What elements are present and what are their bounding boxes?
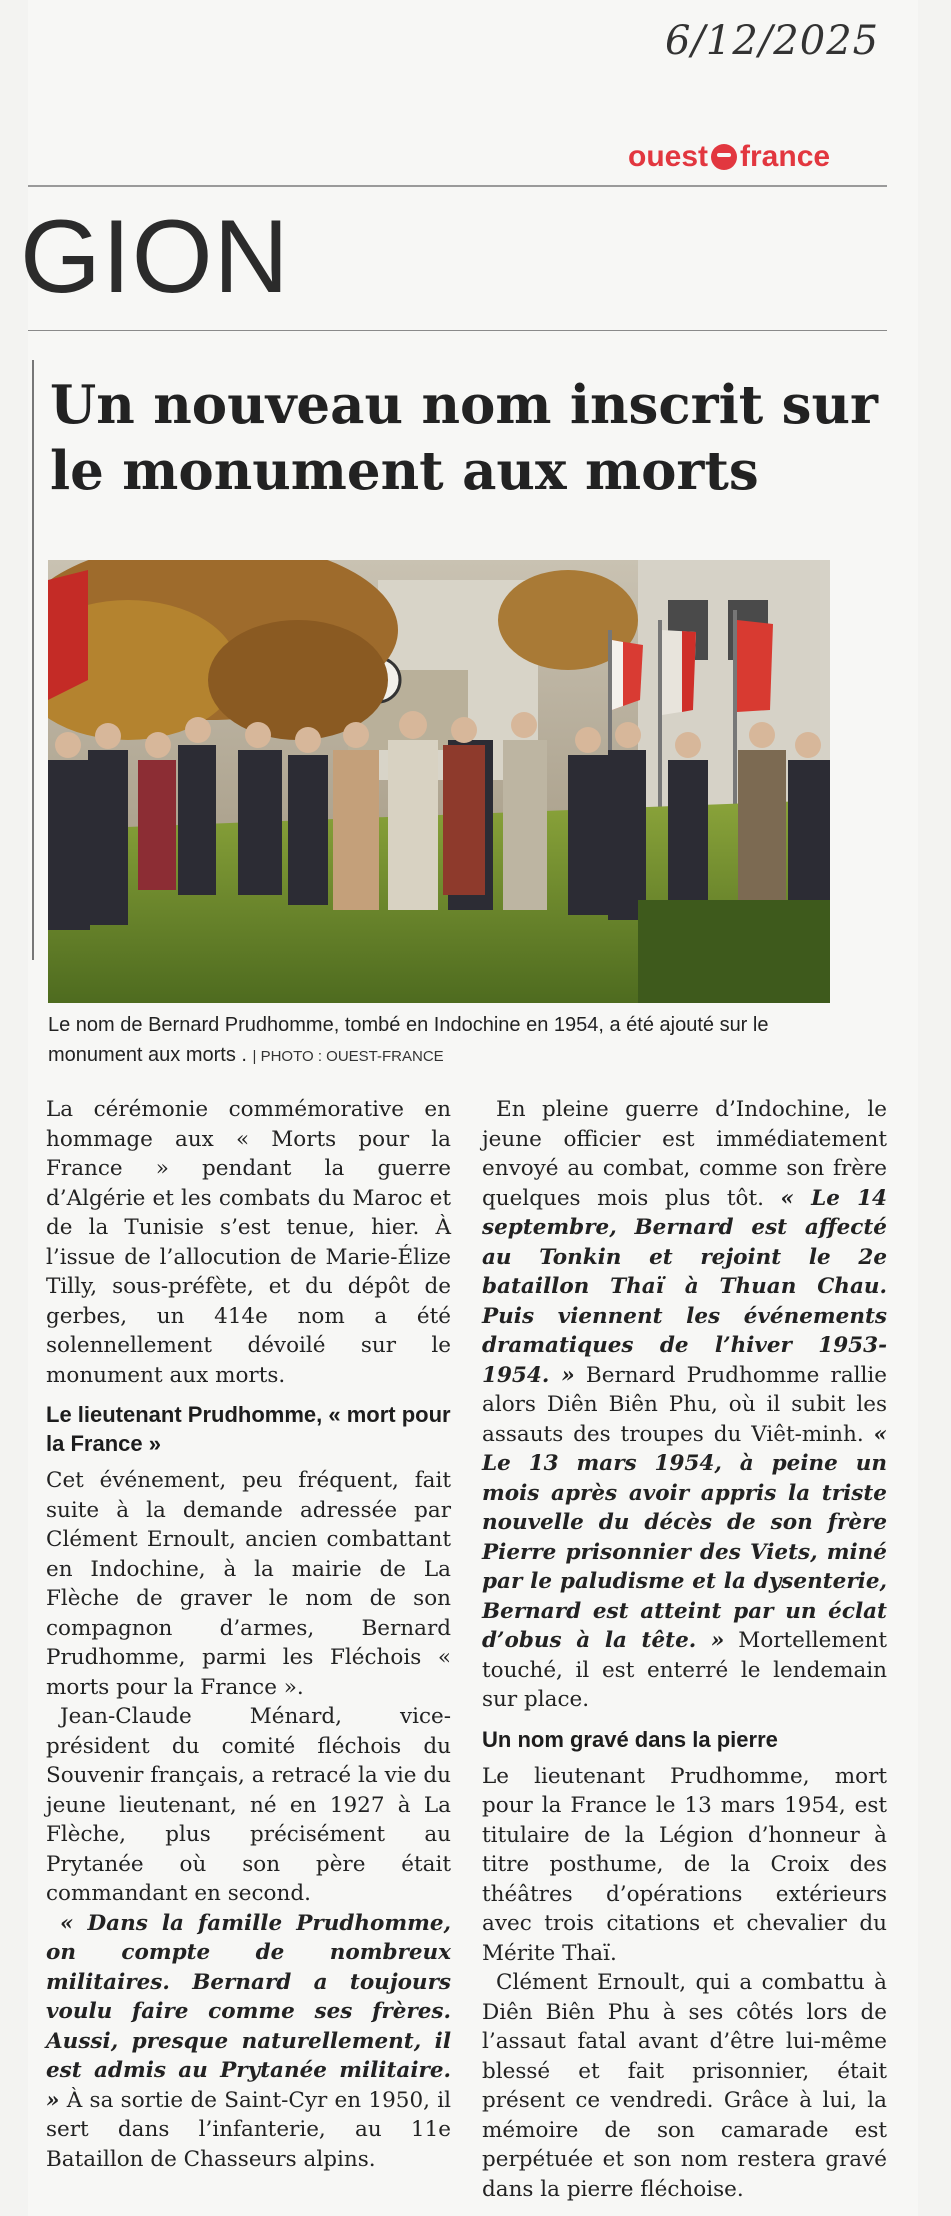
caption-text: Le nom de Bernard Prudhomme, tombé en Indochine en 1954, a été ajouté sur le monument aux morts .: [48, 1014, 769, 1066]
section-rule: [28, 330, 887, 331]
paragraph: [482, 1095, 887, 1715]
headline: Un nouveau nom inscrit sur le monument aux morts: [50, 374, 878, 502]
ceremony-photo: [48, 560, 830, 1003]
quote: « Le 14 septembre, Bernard est affecté au Tonkin et rejoint le 2e bataillon Thaï à Thuan Chau. Puis viennent les événements dramatiques de l’hiver 1953-1954. »: [482, 1185, 888, 1388]
ouest-france-logo: [628, 140, 830, 174]
section-title: GION: [20, 199, 290, 315]
subheading: Un nom gravé dans la pierre: [482, 1726, 778, 1752]
paragraph: [46, 1909, 451, 2175]
article-column-right: [482, 1095, 887, 2204]
handwritten-date: 6/12/2025: [665, 18, 880, 64]
paragraph-text: Bernard Prudhomme rallie alors Diên Biên Phu, où il subit les assauts des troupes du Viêt-minh.: [482, 1362, 888, 1447]
photo-credit: | PHOTO : OUEST-FRANCE: [252, 1048, 444, 1065]
paragraph-text: À sa sortie de Saint-Cyr en 1950, il sert dans l’infanterie, au 11e Bataillon de Chasseurs alpins.: [46, 2087, 451, 2172]
paragraph: La cérémonie commémorative en hommage aux « Morts pour la France » pendant la guerre d’Algérie et les combats du Maroc et de la Tunisie s’est tenue, hier. À l’issue de l’allocution de Marie-Élize Tilly, sous-préfète, et du dépôt de gerbes, un 414e nom a été solennellement dévoilé sur le monument aux morts.: [46, 1097, 451, 1388]
quote: « Dans la famille Prudhomme, on compte de nombreux militaires. Bernard a toujours voulu faire comme ses frères. Aussi, presque naturellement, il est admis au Prytanée militaire. »: [46, 1910, 451, 2113]
article-bar: [32, 360, 34, 960]
paragraph: Le lieutenant Prudhomme, mort pour la France le 13 mars 1954, est titulaire de la Légion d’honneur à titre posthume, de la Croix des théâtres d’opérations extérieurs avec trois citations et chevalier du Mérite Thaï.: [482, 1763, 887, 1966]
paragraph-text: En pleine guerre d’Indochine, le jeune officier est immédiatement envoyé au combat, comme son frère quelques mois plus tôt.: [482, 1097, 887, 1211]
subheading: Le lieutenant Prudhomme, « mort pour la France »: [46, 1402, 451, 1456]
brand-right: france: [740, 140, 831, 173]
top-rule: [28, 185, 887, 187]
paragraph-text: Mortellement touché, il est enterré le lendemain sur place.: [482, 1628, 887, 1712]
brand-dot-icon: [711, 144, 737, 170]
article-column-left: [46, 1095, 451, 2174]
paragraph: Jean-Claude Ménard, vice-président du comité fléchois du Souvenir français, a retracé la vie du jeune lieutenant, né en 1927 à La Flèche, plus précisément au Prytanée où son père était commandant en second.: [46, 1704, 451, 1906]
paragraph: Cet événement, peu fréquent, fait suite à la demande adressée par Clément Ernoult, ancien combattant en Indochine, à la mairie de La Flèche de graver le nom de son compagnon d’armes, Bernard Prudhomme, parmi les Fléchois « morts pour la France ».: [46, 1468, 451, 1700]
quote: « Le 13 mars 1954, à peine un mois après avoir appris la triste nouvelle du décès de son frère Pierre prisonnier des Viets, miné par le paludisme et la dysenterie, Bernard est atteint par un éclat d’obus à la tête. »: [482, 1421, 887, 1653]
brand-left: ouest: [628, 140, 709, 173]
photo-caption: [48, 1010, 848, 1072]
paragraph: Clément Ernoult, qui a combattu à Diên Biên Phu à ses côtés lors de l’assaut fatal avant d’être lui-même blessé et fait prisonnier, était présent ce vendredi. Grâce à lui, la mémoire de son camarade est perpétuée et son nom restera gravé dans la pierre fléchoise.: [482, 1970, 887, 2202]
